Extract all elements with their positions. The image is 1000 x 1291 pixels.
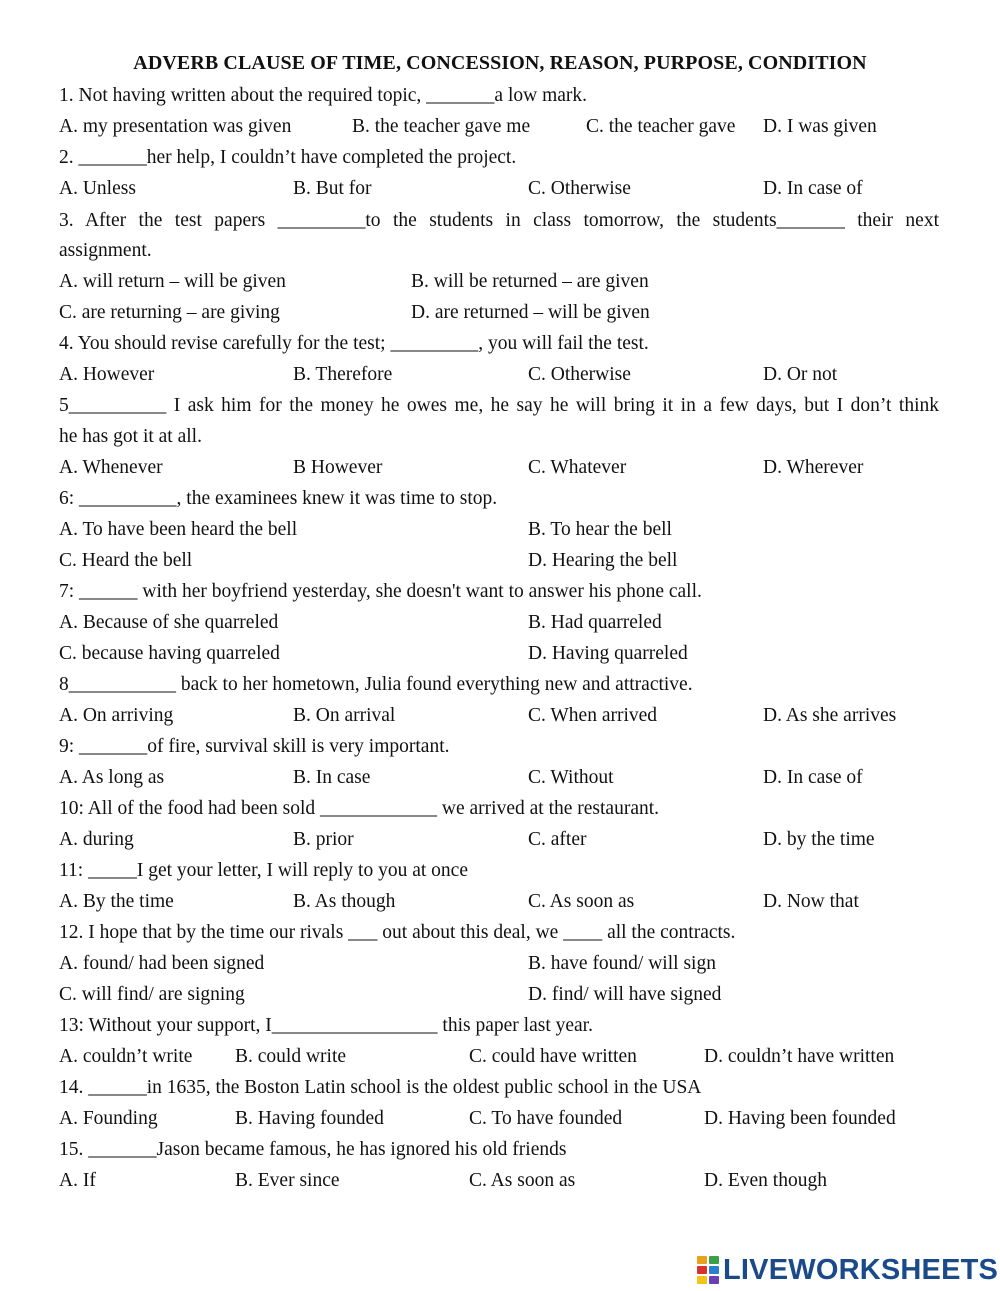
- q1-option-c: C. the teacher gave: [586, 116, 736, 137]
- q2-option-b: B. But for: [293, 178, 372, 199]
- q13-option-d: D. couldn’t have written: [704, 1046, 895, 1067]
- q3-option-c: C. are returning – are giving: [59, 302, 280, 323]
- q5-option-d: D. Wherever: [763, 457, 864, 478]
- q6-option-a: A. To have been heard the bell: [59, 519, 298, 540]
- q10-option-c: C. after: [528, 829, 587, 850]
- q14-option-b: B. Having founded: [235, 1108, 384, 1129]
- q15-option-b: B. Ever since: [235, 1170, 340, 1191]
- q7-option-a: A. Because of she quarreled: [59, 612, 279, 633]
- question-7: 7: ______ with her boyfriend yesterday, she doesn't want to answer his phone call.: [59, 581, 702, 602]
- logo-text: LIVEWORKSHEETS: [723, 1253, 999, 1286]
- question-10: 10: All of the food had been sold ____________ we arrived at the restaurant.: [59, 798, 660, 819]
- q2-option-c: C. Otherwise: [528, 178, 631, 199]
- q6-option-d: D. Hearing the bell: [528, 550, 678, 571]
- q7-option-d: D. Having quarreled: [528, 643, 688, 664]
- q7-option-b: B. Had quarreled: [528, 612, 662, 633]
- logo-block: [709, 1276, 719, 1284]
- logo-block: [697, 1266, 707, 1274]
- q1-option-b: B. the teacher gave me: [352, 116, 531, 137]
- q2-option-d: D. In case of: [763, 178, 863, 199]
- q8-option-c: C. When arrived: [528, 705, 658, 726]
- q6-option-c: C. Heard the bell: [59, 550, 193, 571]
- q4-option-c: C. Otherwise: [528, 364, 631, 385]
- q10-option-a: A. during: [59, 829, 134, 850]
- question-13: 13: Without your support, I_________________ this paper last year.: [59, 1015, 593, 1036]
- logo-block: [697, 1276, 707, 1284]
- q8-option-b: B. On arrival: [293, 705, 396, 726]
- q3-option-d: D. are returned – will be given: [411, 302, 650, 323]
- q10-option-b: B. prior: [293, 829, 354, 850]
- question-1: 1. Not having written about the required topic, _______a low mark.: [59, 85, 588, 106]
- q15-option-c: C. As soon as: [469, 1170, 576, 1191]
- q14-option-d: D. Having been founded: [704, 1108, 896, 1129]
- question-5: 5__________ I ask him for the money he owes me, he say he will bring it in a few days, but I don’t think: [59, 395, 939, 416]
- q12-option-c: C. will find/ are signing: [59, 984, 245, 1005]
- q4-option-a: A. However: [59, 364, 155, 385]
- logo-block: [709, 1256, 719, 1264]
- q15-option-d: D. Even though: [704, 1170, 827, 1191]
- question-2: 2. _______her help, I couldn’t have completed the project.: [59, 147, 517, 168]
- q1-option-a: A. my presentation was given: [59, 116, 292, 137]
- q5-option-b: B However: [293, 457, 383, 478]
- question-5-continued: he has got it at all.: [59, 426, 202, 447]
- q13-option-a: A. couldn’t write: [59, 1046, 193, 1067]
- q9-option-c: C. Without: [528, 767, 614, 788]
- question-14: 14. ______in 1635, the Boston Latin school is the oldest public school in the USA: [59, 1077, 702, 1098]
- question-12: 12. I hope that by the time our rivals ___ out about this deal, we ____ all the contracts.: [59, 922, 736, 943]
- q13-option-c: C. could have written: [469, 1046, 637, 1067]
- logo-block: [697, 1256, 707, 1264]
- q15-option-a: A. If: [59, 1170, 96, 1191]
- liveworksheets-logo: [697, 1254, 998, 1286]
- question-3-continued: assignment.: [59, 240, 152, 261]
- question-8: 8___________ back to her hometown, Julia found everything new and attractive.: [59, 674, 693, 695]
- q14-option-c: C. To have founded: [469, 1108, 623, 1129]
- q7-option-c: C. because having quarreled: [59, 643, 280, 664]
- question-11: 11: _____I get your letter, I will reply to you at once: [59, 860, 468, 881]
- logo-block: [709, 1266, 719, 1274]
- question-6: 6: __________, the examinees knew it was time to stop.: [59, 488, 498, 509]
- question-4: 4. You should revise carefully for the test; _________, you will fail the test.: [59, 333, 649, 354]
- q8-option-d: D. As she arrives: [763, 705, 897, 726]
- q11-option-a: A. By the time: [59, 891, 174, 912]
- liveworksheets-logo-icon: [697, 1256, 719, 1284]
- q1-option-d: D. I was given: [763, 116, 877, 137]
- q4-option-b: B. Therefore: [293, 364, 393, 385]
- q12-option-b: B. have found/ will sign: [528, 953, 716, 974]
- q8-option-a: A. On arriving: [59, 705, 174, 726]
- q12-option-a: A. found/ had been signed: [59, 953, 265, 974]
- question-15: 15. _______Jason became famous, he has ignored his old friends: [59, 1139, 567, 1160]
- q11-option-d: D. Now that: [763, 891, 859, 912]
- q11-option-c: C. As soon as: [528, 891, 635, 912]
- q3-option-a: A. will return – will be given: [59, 271, 286, 292]
- q6-option-b: B. To hear the bell: [528, 519, 672, 540]
- question-3: 3. After the test papers _________to the students in class tomorrow, the students_______ their next: [59, 210, 939, 231]
- q13-option-b: B. could write: [235, 1046, 347, 1067]
- q10-option-d: D. by the time: [763, 829, 875, 850]
- q3-option-b: B. will be returned – are given: [411, 271, 649, 292]
- q4-option-d: D. Or not: [763, 364, 838, 385]
- q2-option-a: A. Unless: [59, 178, 136, 199]
- q14-option-a: A. Founding: [59, 1108, 158, 1129]
- q9-option-b: B. In case: [293, 767, 371, 788]
- q9-option-d: D. In case of: [763, 767, 863, 788]
- q11-option-b: B. As though: [293, 891, 396, 912]
- question-9: 9: _______of fire, survival skill is very important.: [59, 736, 450, 757]
- worksheet-title: ADVERB CLAUSE OF TIME, CONCESSION, REASON, PURPOSE, CONDITION: [133, 52, 867, 74]
- q9-option-a: A. As long as: [59, 767, 165, 788]
- q12-option-d: D. find/ will have signed: [528, 984, 722, 1005]
- q5-option-a: A. Whenever: [59, 457, 163, 478]
- q5-option-c: C. Whatever: [528, 457, 627, 478]
